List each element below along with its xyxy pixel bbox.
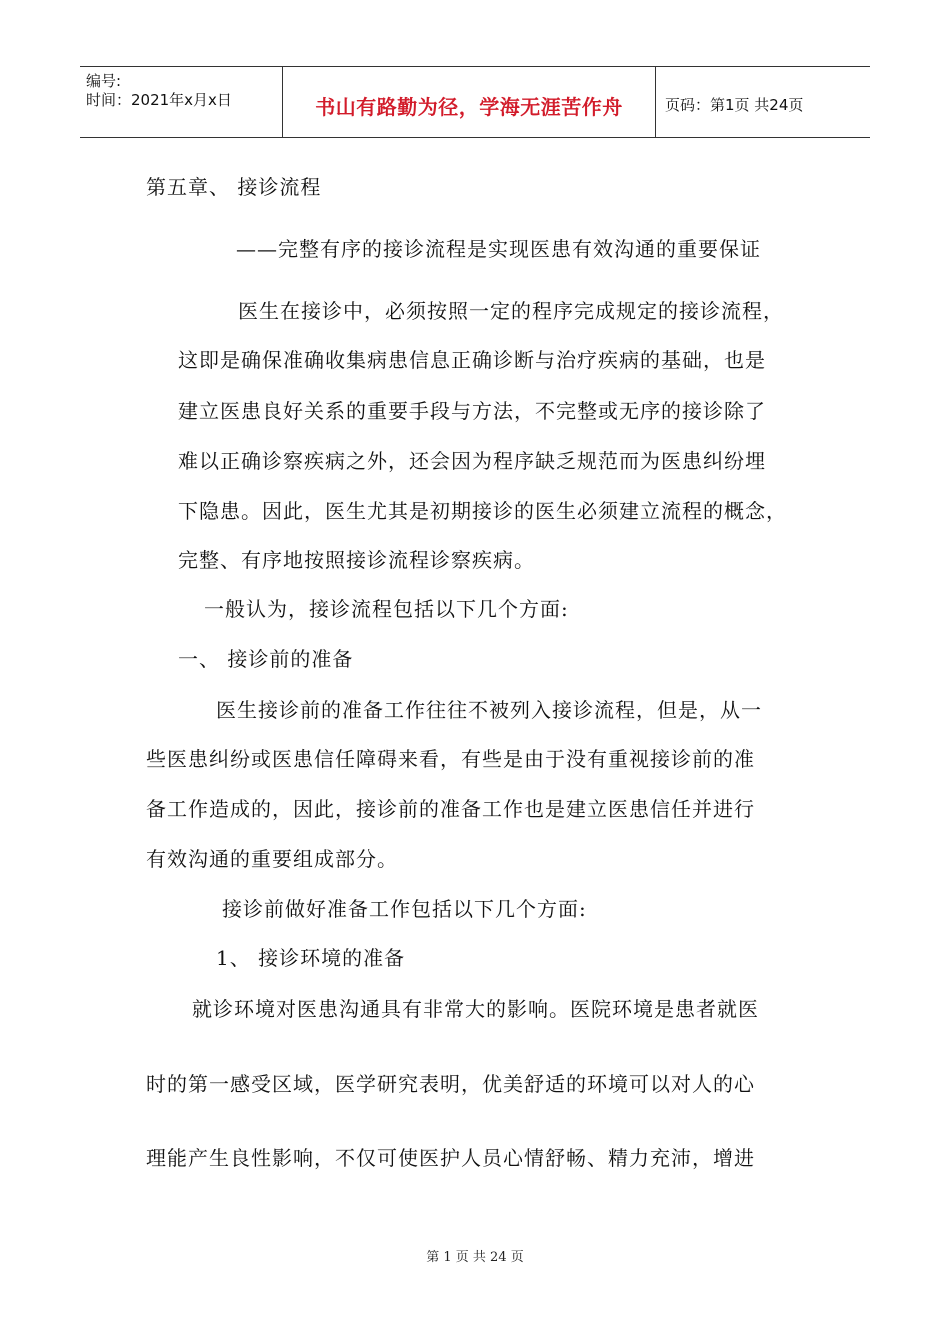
paragraph-line: 医生接诊前的准备工作往往不被列入接诊流程，但是，从一 — [216, 698, 762, 722]
paragraph-line: 难以正确诊察疾病之外，还会因为程序缺乏规范而为医患纠纷埋 — [178, 449, 766, 473]
chapter-title: 第五章、 接诊流程 — [146, 175, 322, 199]
header-motto-cell — [282, 67, 656, 137]
section-heading: 一、 接诊前的准备 — [178, 647, 354, 671]
paragraph-line: 理能产生良性影响，不仅可使医护人员心情舒畅、精力充沛，增进 — [146, 1146, 755, 1170]
paragraph-line: 备工作造成的，因此，接诊前的准备工作也是建立医患信任并进行 — [146, 797, 755, 821]
paragraph-line: 有效沟通的重要组成部分。 — [146, 847, 398, 871]
chapter-subtitle: ——完整有序的接诊流程是实现医患有效沟通的重要保证 — [236, 237, 761, 261]
paragraph-line: 些医患纠纷或医患信任障碍来看，有些是由于没有重视接诊前的准 — [146, 747, 755, 771]
paragraph-line: 建立医患良好关系的重要手段与方法，不完整或无序的接诊除了 — [178, 399, 766, 423]
document-number-label: 编号: — [86, 72, 122, 90]
paragraph-line: 医生在接诊中，必须按照一定的程序完成规定的接诊流程， — [238, 299, 784, 323]
subsection-heading: 1、 接诊环境的准备 — [216, 946, 406, 970]
paragraph-line: 就诊环境对医患沟通具有非常大的影响。医院环境是患者就医 — [192, 997, 759, 1021]
header-page-info: 页码：第1页 共24页 — [665, 96, 804, 114]
page-footer: 第 1 页 共 24 页 — [426, 1250, 524, 1265]
paragraph-line: 这即是确保准确收集病患信息正确诊断与治疗疾病的基础，也是 — [178, 348, 766, 372]
paragraph-line: 完整、有序地按照接诊流程诊察疾病。 — [178, 548, 535, 572]
paragraph-line: 接诊前做好准备工作包括以下几个方面: — [222, 897, 587, 921]
document-time-label: 时间：2021年x月x日 — [86, 91, 232, 109]
paragraph-line: 一般认为，接诊流程包括以下几个方面: — [204, 597, 569, 621]
header-meta-cell — [80, 67, 282, 137]
paragraph-line: 时的第一感受区域，医学研究表明，优美舒适的环境可以对人的心 — [146, 1072, 755, 1096]
paragraph-line: 下隐患。因此，医生尤其是初期接诊的医生必须建立流程的概念， — [178, 499, 787, 523]
page-header — [80, 66, 870, 138]
header-page-cell — [655, 67, 870, 137]
header-motto: 书山有路勤为径，学海无涯苦作舟 — [315, 95, 623, 119]
